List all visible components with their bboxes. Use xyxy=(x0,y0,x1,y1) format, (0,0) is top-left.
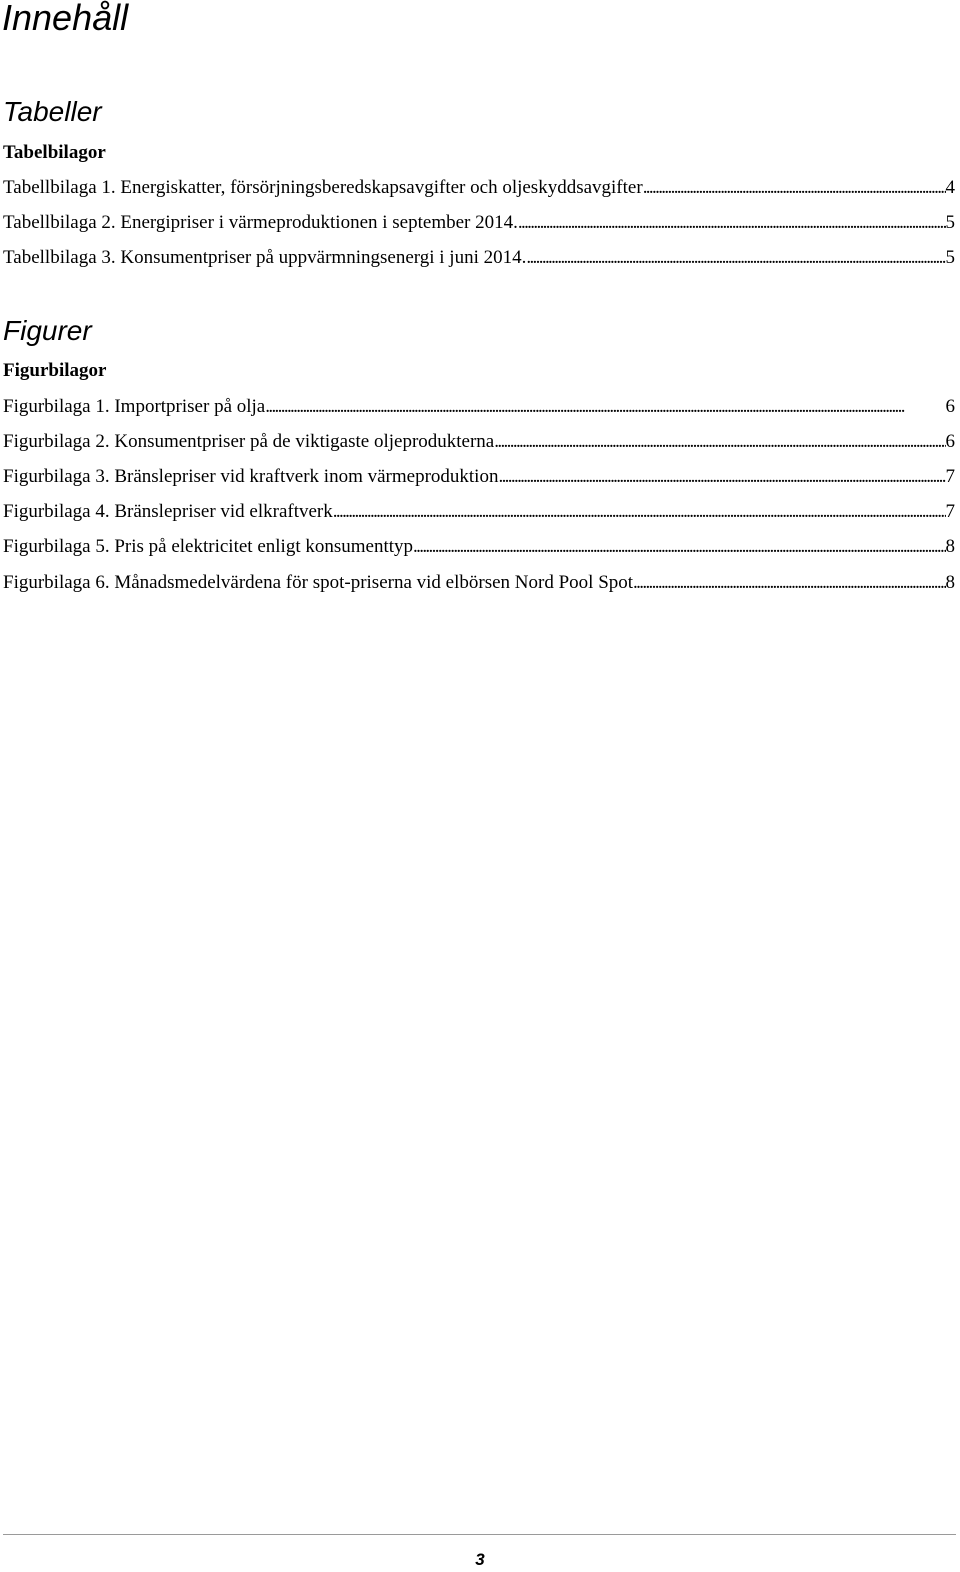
toc-entry-label: Tabellbilaga 1. Energiskatter, försörjningsberedskapsavgifter och oljeskyddsavgifter xyxy=(3,177,643,198)
toc-entry-label: Tabellbilaga 3. Konsumentpriser på uppvärmningsenergi i juni 2014. xyxy=(3,247,527,268)
toc-entry-label: Figurbilaga 4. Bränslepriser vid elkraftverk xyxy=(3,501,333,522)
toc-entry-label: Figurbilaga 6. Månadsmedelvärdena för spot-priserna vid elbörsen Nord Pool Spot xyxy=(3,572,634,593)
toc-entry-figure-5[interactable] xyxy=(3,535,955,559)
page-title: Innehåll xyxy=(2,0,129,38)
toc-entry-figure-3[interactable] xyxy=(3,465,955,489)
toc-entry-label: Figurbilaga 2. Konsumentpriser på de viktigaste oljeprodukterna xyxy=(3,431,495,452)
toc-page-number: 8 xyxy=(945,536,955,557)
figures-heading: Figurer xyxy=(3,315,92,346)
tables-subheading: Tabelbilagor xyxy=(3,142,106,163)
toc-page-number: 6 xyxy=(945,431,955,452)
toc-entry-label: Tabellbilaga 2. Energipriser i värmeproduktionen i september 2014. xyxy=(3,212,518,233)
dot-leader xyxy=(518,211,946,235)
toc-page-number: 7 xyxy=(945,466,955,487)
toc-entry-label: Figurbilaga 5. Pris på elektricitet enligt konsumenttyp xyxy=(3,536,414,557)
toc-page-number: 4 xyxy=(945,177,955,198)
toc-entry-label: Figurbilaga 1. Importpriser på olja xyxy=(3,396,266,417)
toc-entry-label: Figurbilaga 3. Bränslepriser vid kraftverk inom värmeproduktion xyxy=(3,466,499,487)
toc-entry-figure-6[interactable] xyxy=(3,571,955,595)
toc-entry-figure-1[interactable] xyxy=(3,395,955,419)
dot-leader xyxy=(265,395,945,419)
tables-heading: Tabeller xyxy=(3,96,102,127)
dot-leader xyxy=(494,430,945,454)
toc-page-number: 7 xyxy=(945,501,955,522)
toc-entry-table-3[interactable] xyxy=(3,246,955,270)
figures-subheading: Figurbilagor xyxy=(3,360,107,381)
toc-page-number: 8 xyxy=(945,572,955,593)
dot-leader xyxy=(526,246,945,270)
toc-page-number: 5 xyxy=(945,247,955,268)
toc-page-number: 5 xyxy=(945,212,955,233)
footer-page-number: 3 xyxy=(475,1550,485,1569)
toc-entry-table-2[interactable] xyxy=(3,211,955,235)
toc-entry-figure-2[interactable] xyxy=(3,430,955,454)
dot-leader xyxy=(413,535,945,559)
footer-divider xyxy=(3,1534,956,1535)
dot-leader xyxy=(633,571,945,595)
dot-leader xyxy=(333,500,946,524)
toc-page-number: 6 xyxy=(945,396,955,417)
toc-entry-figure-4[interactable] xyxy=(3,500,955,524)
dot-leader xyxy=(498,465,945,489)
dot-leader xyxy=(643,176,946,200)
toc-entry-table-1[interactable] xyxy=(3,176,955,200)
